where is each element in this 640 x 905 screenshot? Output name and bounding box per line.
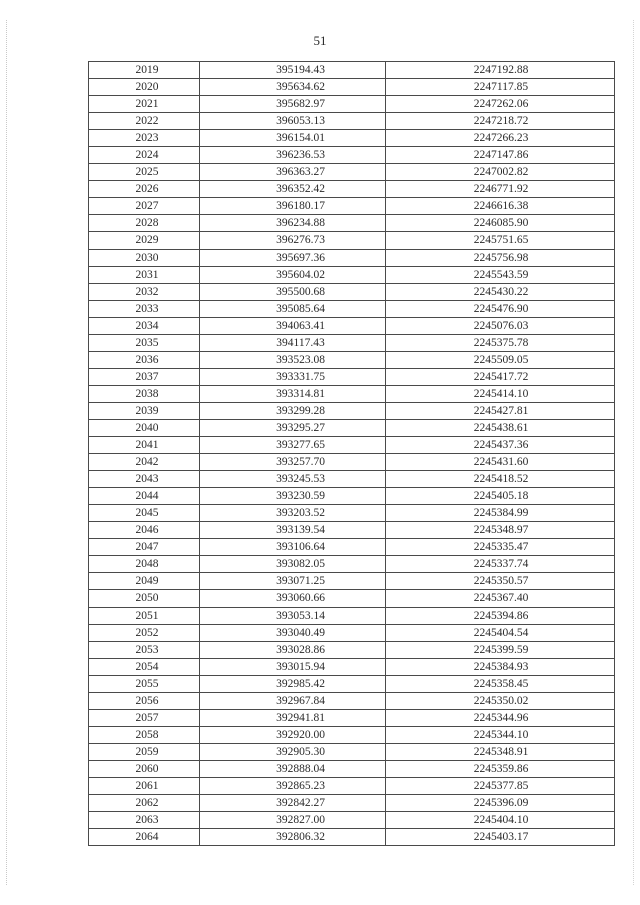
table-row — [89, 198, 615, 215]
table-row — [89, 232, 615, 249]
y-coordinate-cell: 2245337.74 — [386, 556, 615, 573]
point-number-cell: 2052 — [89, 624, 200, 641]
y-coordinate-cell: 2245427.81 — [386, 402, 615, 419]
table-row — [89, 62, 615, 79]
point-number-cell: 2036 — [89, 351, 200, 368]
x-coordinate-cell: 393139.54 — [200, 522, 386, 539]
x-coordinate-cell: 395634.62 — [200, 79, 386, 96]
x-coordinate-cell: 393203.52 — [200, 505, 386, 522]
x-coordinate-cell: 395604.02 — [200, 266, 386, 283]
x-coordinate-cell: 392806.32 — [200, 829, 386, 846]
x-coordinate-cell: 392985.42 — [200, 675, 386, 692]
y-coordinate-cell: 2245405.18 — [386, 488, 615, 505]
x-coordinate-cell: 395085.64 — [200, 300, 386, 317]
table-row — [89, 777, 615, 794]
table-row — [89, 437, 615, 454]
y-coordinate-cell: 2245344.10 — [386, 726, 615, 743]
table-row — [89, 249, 615, 266]
y-coordinate-cell: 2245396.09 — [386, 795, 615, 812]
x-coordinate-cell: 396363.27 — [200, 164, 386, 181]
x-coordinate-cell: 395682.97 — [200, 96, 386, 113]
y-coordinate-cell: 2245367.40 — [386, 590, 615, 607]
y-coordinate-cell: 2245399.59 — [386, 641, 615, 658]
table-row — [89, 539, 615, 556]
point-number-cell: 2053 — [89, 641, 200, 658]
table-row — [89, 147, 615, 164]
point-number-cell: 2043 — [89, 471, 200, 488]
table-row — [89, 96, 615, 113]
point-number-cell: 2025 — [89, 164, 200, 181]
table-row — [89, 829, 615, 846]
x-coordinate-cell: 393299.28 — [200, 402, 386, 419]
y-coordinate-cell: 2247266.23 — [386, 130, 615, 147]
y-coordinate-cell: 2245404.54 — [386, 624, 615, 641]
point-number-cell: 2019 — [89, 62, 200, 79]
point-number-cell: 2057 — [89, 709, 200, 726]
point-number-cell: 2037 — [89, 368, 200, 385]
y-coordinate-cell: 2245348.97 — [386, 522, 615, 539]
coordinate-table-body — [89, 62, 615, 846]
point-number-cell: 2031 — [89, 266, 200, 283]
y-coordinate-cell: 2245417.72 — [386, 368, 615, 385]
point-number-cell: 2051 — [89, 607, 200, 624]
point-number-cell: 2062 — [89, 795, 200, 812]
table-row — [89, 675, 615, 692]
x-coordinate-cell: 392827.00 — [200, 812, 386, 829]
x-coordinate-cell: 392967.84 — [200, 692, 386, 709]
point-number-cell: 2058 — [89, 726, 200, 743]
point-number-cell: 2054 — [89, 658, 200, 675]
y-coordinate-cell: 2245751.65 — [386, 232, 615, 249]
point-number-cell: 2032 — [89, 283, 200, 300]
table-row — [89, 471, 615, 488]
x-coordinate-cell: 393257.70 — [200, 454, 386, 471]
point-number-cell: 2059 — [89, 743, 200, 760]
y-coordinate-cell: 2245476.90 — [386, 300, 615, 317]
x-coordinate-cell: 393071.25 — [200, 573, 386, 590]
point-number-cell: 2060 — [89, 760, 200, 777]
y-coordinate-cell: 2245358.45 — [386, 675, 615, 692]
y-coordinate-cell: 2245350.02 — [386, 692, 615, 709]
y-coordinate-cell: 2245359.86 — [386, 760, 615, 777]
table-row — [89, 624, 615, 641]
y-coordinate-cell: 2245414.10 — [386, 385, 615, 402]
x-coordinate-cell: 396154.01 — [200, 130, 386, 147]
point-number-cell: 2042 — [89, 454, 200, 471]
y-coordinate-cell: 2247262.06 — [386, 96, 615, 113]
x-coordinate-cell: 396236.53 — [200, 147, 386, 164]
table-row — [89, 113, 615, 130]
x-coordinate-cell: 396180.17 — [200, 198, 386, 215]
y-coordinate-cell: 2245335.47 — [386, 539, 615, 556]
page-number: 51 — [313, 33, 327, 48]
table-row — [89, 760, 615, 777]
point-number-cell: 2026 — [89, 181, 200, 198]
y-coordinate-cell: 2247117.85 — [386, 79, 615, 96]
y-coordinate-cell: 2245384.93 — [386, 658, 615, 675]
point-number-cell: 2056 — [89, 692, 200, 709]
x-coordinate-cell: 392865.23 — [200, 777, 386, 794]
point-number-cell: 2045 — [89, 505, 200, 522]
point-number-cell: 2041 — [89, 437, 200, 454]
coordinate-table — [88, 61, 615, 846]
x-coordinate-cell: 393245.53 — [200, 471, 386, 488]
y-coordinate-cell: 2245438.61 — [386, 419, 615, 436]
y-coordinate-cell: 2245543.59 — [386, 266, 615, 283]
x-coordinate-cell: 394063.41 — [200, 317, 386, 334]
right-margin-scan-marks — [633, 20, 635, 885]
y-coordinate-cell: 2245344.96 — [386, 709, 615, 726]
point-number-cell: 2063 — [89, 812, 200, 829]
point-number-cell: 2046 — [89, 522, 200, 539]
y-coordinate-cell: 2245509.05 — [386, 351, 615, 368]
point-number-cell: 2047 — [89, 539, 200, 556]
y-coordinate-cell: 2247218.72 — [386, 113, 615, 130]
table-row — [89, 590, 615, 607]
point-number-cell: 2039 — [89, 402, 200, 419]
x-coordinate-cell: 392888.04 — [200, 760, 386, 777]
y-coordinate-cell: 2247192.88 — [386, 62, 615, 79]
point-number-cell: 2027 — [89, 198, 200, 215]
x-coordinate-cell: 396234.88 — [200, 215, 386, 232]
x-coordinate-cell: 392905.30 — [200, 743, 386, 760]
table-row — [89, 385, 615, 402]
x-coordinate-cell: 395697.36 — [200, 249, 386, 266]
y-coordinate-cell: 2246616.38 — [386, 198, 615, 215]
x-coordinate-cell: 393053.14 — [200, 607, 386, 624]
table-row — [89, 505, 615, 522]
y-coordinate-cell: 2245418.52 — [386, 471, 615, 488]
table-row — [89, 215, 615, 232]
point-number-cell: 2050 — [89, 590, 200, 607]
table-row — [89, 454, 615, 471]
table-row — [89, 812, 615, 829]
x-coordinate-cell: 395500.68 — [200, 283, 386, 300]
x-coordinate-cell: 393060.66 — [200, 590, 386, 607]
x-coordinate-cell: 393295.27 — [200, 419, 386, 436]
y-coordinate-cell: 2246085.90 — [386, 215, 615, 232]
point-number-cell: 2024 — [89, 147, 200, 164]
x-coordinate-cell: 392920.00 — [200, 726, 386, 743]
table-row — [89, 283, 615, 300]
y-coordinate-cell: 2245430.22 — [386, 283, 615, 300]
table-row — [89, 164, 615, 181]
x-coordinate-cell: 393314.81 — [200, 385, 386, 402]
y-coordinate-cell: 2245377.85 — [386, 777, 615, 794]
y-coordinate-cell: 2245404.10 — [386, 812, 615, 829]
point-number-cell: 2023 — [89, 130, 200, 147]
point-number-cell: 2020 — [89, 79, 200, 96]
x-coordinate-cell: 395194.43 — [200, 62, 386, 79]
y-coordinate-cell: 2245348.91 — [386, 743, 615, 760]
y-coordinate-cell: 2245756.98 — [386, 249, 615, 266]
table-row — [89, 658, 615, 675]
table-row — [89, 692, 615, 709]
table-row — [89, 402, 615, 419]
y-coordinate-cell: 2247002.82 — [386, 164, 615, 181]
x-coordinate-cell: 396276.73 — [200, 232, 386, 249]
x-coordinate-cell: 396053.13 — [200, 113, 386, 130]
table-row — [89, 181, 615, 198]
x-coordinate-cell: 393040.49 — [200, 624, 386, 641]
y-coordinate-cell: 2245375.78 — [386, 334, 615, 351]
table-row — [89, 130, 615, 147]
y-coordinate-cell: 2245431.60 — [386, 454, 615, 471]
point-number-cell: 2022 — [89, 113, 200, 130]
y-coordinate-cell: 2247147.86 — [386, 147, 615, 164]
point-number-cell: 2064 — [89, 829, 200, 846]
left-margin-scan-marks — [6, 20, 8, 885]
x-coordinate-cell: 392842.27 — [200, 795, 386, 812]
point-number-cell: 2030 — [89, 249, 200, 266]
y-coordinate-cell: 2245394.86 — [386, 607, 615, 624]
y-coordinate-cell: 2245403.17 — [386, 829, 615, 846]
table-row — [89, 573, 615, 590]
table-row — [89, 556, 615, 573]
table-row — [89, 795, 615, 812]
table-row — [89, 368, 615, 385]
y-coordinate-cell: 2245076.03 — [386, 317, 615, 334]
x-coordinate-cell: 393523.08 — [200, 351, 386, 368]
table-row — [89, 522, 615, 539]
table-row — [89, 726, 615, 743]
table-row — [89, 488, 615, 505]
point-number-cell: 2049 — [89, 573, 200, 590]
point-number-cell: 2044 — [89, 488, 200, 505]
y-coordinate-cell: 2245350.57 — [386, 573, 615, 590]
x-coordinate-cell: 396352.42 — [200, 181, 386, 198]
x-coordinate-cell: 394117.43 — [200, 334, 386, 351]
x-coordinate-cell: 393015.94 — [200, 658, 386, 675]
x-coordinate-cell: 393277.65 — [200, 437, 386, 454]
x-coordinate-cell: 393230.59 — [200, 488, 386, 505]
point-number-cell: 2033 — [89, 300, 200, 317]
table-row — [89, 300, 615, 317]
table-row — [89, 607, 615, 624]
y-coordinate-cell: 2245437.36 — [386, 437, 615, 454]
table-row — [89, 79, 615, 96]
x-coordinate-cell: 393028.86 — [200, 641, 386, 658]
point-number-cell: 2028 — [89, 215, 200, 232]
point-number-cell: 2061 — [89, 777, 200, 794]
point-number-cell: 2040 — [89, 419, 200, 436]
point-number-cell: 2038 — [89, 385, 200, 402]
x-coordinate-cell: 393106.64 — [200, 539, 386, 556]
table-row — [89, 641, 615, 658]
x-coordinate-cell: 393331.75 — [200, 368, 386, 385]
point-number-cell: 2034 — [89, 317, 200, 334]
y-coordinate-cell: 2245384.99 — [386, 505, 615, 522]
point-number-cell: 2055 — [89, 675, 200, 692]
point-number-cell: 2048 — [89, 556, 200, 573]
x-coordinate-cell: 392941.81 — [200, 709, 386, 726]
x-coordinate-cell: 393082.05 — [200, 556, 386, 573]
y-coordinate-cell: 2246771.92 — [386, 181, 615, 198]
point-number-cell: 2035 — [89, 334, 200, 351]
table-row — [89, 334, 615, 351]
table-row — [89, 419, 615, 436]
table-row — [89, 266, 615, 283]
point-number-cell: 2029 — [89, 232, 200, 249]
point-number-cell: 2021 — [89, 96, 200, 113]
table-row — [89, 743, 615, 760]
table-row — [89, 709, 615, 726]
table-row — [89, 317, 615, 334]
table-row — [89, 351, 615, 368]
